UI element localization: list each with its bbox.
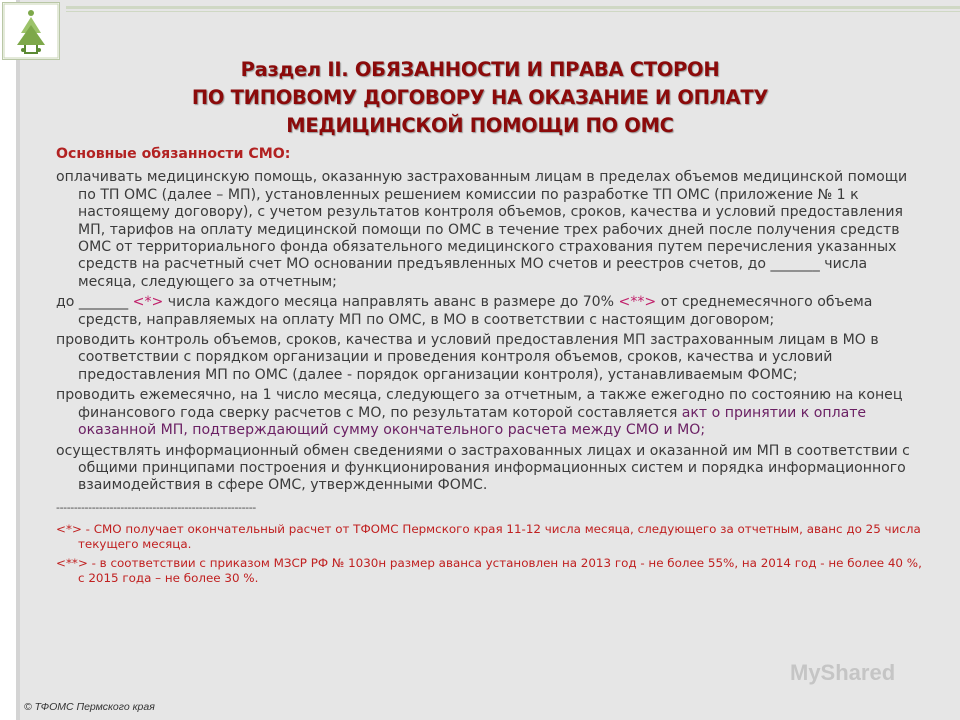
reconciliation-text-a: проводить ежемесячно, на 1 число месяца, следующего за отчетным, а также ежегодно по состоянию на конец финансового года сверку расчетов с МО, по результатам которой составляется xyxy=(56,387,903,421)
footnote-1-marker: <*> xyxy=(56,522,82,537)
footnote-1-text: - СМО получает окончательный расчет от ТФОМС Пермского края 11-12 числа месяца, следующего за отчетным, аванс до 25 числа текущего месяца. xyxy=(78,522,921,551)
footnote-marker-1: <*> xyxy=(132,294,164,311)
advance-text-c: от среднемесячного объема средств, направляемых на оплату МП по ОМС, в МО в соответствии с настоящим договором; xyxy=(78,294,873,328)
footnote-separator: -------------------------------------------------------- xyxy=(56,500,256,514)
advance-text-b: числа каждого месяца направлять аванс в размере до 70% xyxy=(163,294,619,311)
footnote-marker-2: <**> xyxy=(618,294,657,311)
footnote-1 xyxy=(56,522,928,551)
section-heading: Основные обязанности СМО: xyxy=(56,146,291,162)
title-line-2: ПО ТИПОВОМУ ДОГОВОРУ НА ОКАЗАНИЕ И ОПЛАТУ xyxy=(191,86,769,109)
title-line-1: Раздел II. ОБЯЗАННОСТИ И ПРАВА СТОРОН xyxy=(240,58,720,81)
obligation-reconciliation xyxy=(56,387,928,439)
obligation-payment: оплачивать медицинскую помощь, оказанную застрахованным лицам в пределах объемов медицинской помощи по ТП ОМС (далее – МП), установленных решением комиссии по разработке ТП ОМС (приложение № 1 к настоящему договору), с учетом результатов контроля объемов, сроков, качества и условий предоставления МП, тарифов на оплату медицинской помощи по ОМС в течение трех рабочих дней после получения средств ОМС от территориального фонда обязательного медицинского страхования путем перечисления указанных средств на расчетный счет МО основании предъявленных МО счетов и реестров счетов, до _______ числа месяца, следующего за отчетным; xyxy=(56,169,908,290)
obligation-info-exchange: осуществлять информационный обмен сведениями о застрахованных лицах и оказанной им МП в соответствии с общими принципами построения и функционирования информационных систем и порядка информационного взаимодействия в сфере ОМС, утвержденными ФОМС. xyxy=(56,442,910,494)
footnote-2-text: - в соответствии с приказом МЗСР РФ № 1030н размер аванса установлен на 2013 год - не более 55%, на 2014 год - не более 40 %, с 2015 года – не более 30 %. xyxy=(78,556,922,585)
watermark: MyShared xyxy=(790,660,896,685)
tfoms-emblem-icon xyxy=(3,3,59,59)
main-content xyxy=(56,146,928,590)
left-stripe xyxy=(16,0,20,720)
advance-text-a: до _______ xyxy=(56,294,133,311)
top-decorative-rule xyxy=(66,6,960,9)
top-decorative-rule-thin xyxy=(66,11,960,12)
footnote-2 xyxy=(56,556,928,585)
page-title xyxy=(150,56,810,140)
obligation-control: проводить контроль объемов, сроков, качества и условий предоставления МП застрахованным лицам в МО в соответствии с порядком организации и проведения контроля объемов, сроков, качества и условий предоставления МП по ОМС (далее - порядок организации контроля), устанавливаемым ФОМС; xyxy=(56,332,879,383)
reconciliation-text-b: акт о принятии к оплате оказанной МП, подтверждающий сумму окончательного расчета между СМО и МО; xyxy=(78,404,867,439)
obligation-advance xyxy=(56,294,928,329)
tfoms-logo xyxy=(2,2,60,60)
footnote-2-marker: <**> xyxy=(56,556,88,571)
title-line-3: МЕДИЦИНСКОЙ ПОМОЩИ ПО ОМС xyxy=(286,114,674,137)
footer-copyright: © ТФОМС Пермского края xyxy=(24,701,155,713)
